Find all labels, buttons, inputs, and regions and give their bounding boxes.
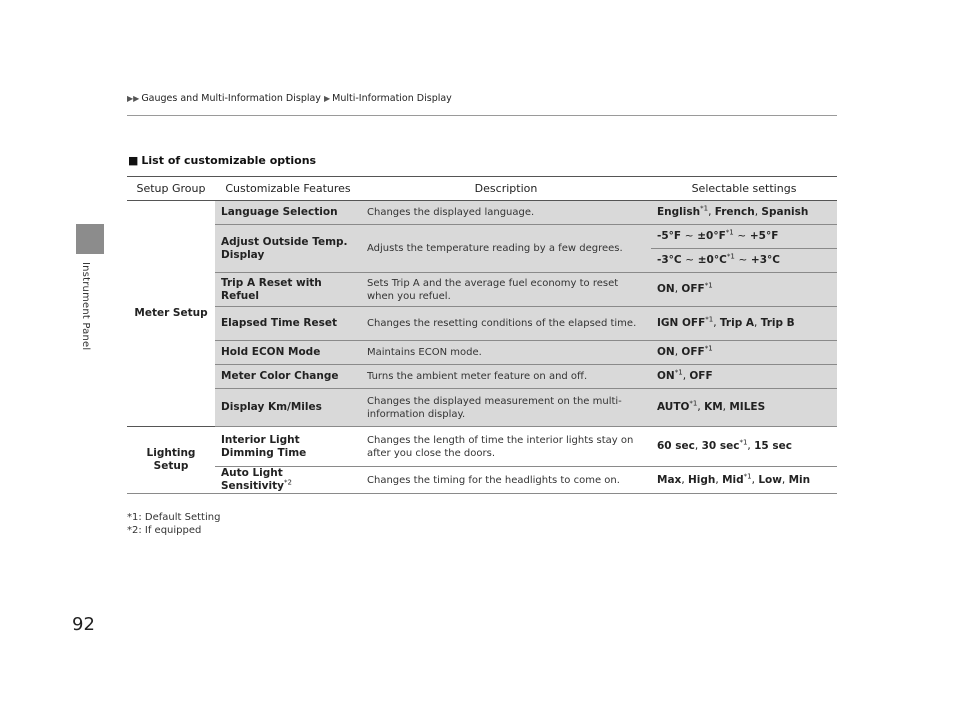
settings-comma: , <box>674 346 682 358</box>
feature-cell <box>215 427 361 467</box>
header-description: Description <box>361 177 651 201</box>
range-separator: ~ <box>684 230 694 242</box>
feature-cell <box>215 307 361 341</box>
table-row <box>127 225 837 249</box>
setting-default: ±0°F <box>697 230 726 242</box>
settings-comma: , <box>751 473 759 486</box>
settings-cell <box>651 307 837 341</box>
table-row <box>127 307 837 341</box>
settings-comma: , <box>674 283 682 295</box>
setting-option: Spanish <box>761 206 809 218</box>
settings-cell <box>651 341 837 365</box>
breadcrumb <box>127 93 452 104</box>
setting-option: Low <box>758 473 782 486</box>
table-row <box>127 273 837 307</box>
default-footnote-ref: *1 <box>704 344 713 353</box>
feature-name: Elapsed Time Reset <box>221 317 337 329</box>
settings-comma: , <box>697 401 705 413</box>
table-row <box>127 365 837 389</box>
default-footnote-ref: *1 <box>689 399 698 408</box>
table-row <box>127 427 837 467</box>
feature-name: Meter Color Change <box>221 370 339 382</box>
feature-cell <box>215 365 361 389</box>
setting-option: High <box>688 473 716 486</box>
description-text: Maintains ECON mode. <box>367 347 482 358</box>
description-cell <box>361 307 651 341</box>
description-text: Changes the displayed measurement on the multi-information display. <box>367 395 622 420</box>
feature-cell <box>215 201 361 225</box>
setting-option: AUTO <box>657 401 690 413</box>
setting-high: +3°C <box>750 254 780 266</box>
table-row <box>127 467 837 494</box>
settings-cell <box>651 389 837 427</box>
feature-cell <box>215 273 361 307</box>
breadcrumb-item-gauges[interactable]: Gauges and Multi-Information Display <box>141 93 321 104</box>
chevron-right-icon: ▶ <box>323 94 331 103</box>
setting-option: Trip A <box>719 317 754 329</box>
settings-comma: , <box>694 440 702 452</box>
feature-name: Adjust Outside Temp. Display <box>221 235 348 261</box>
default-footnote-ref: *1 <box>743 472 752 480</box>
setting-option: KM <box>704 401 723 413</box>
setting-option: Max <box>657 473 682 486</box>
description-text: Sets Trip A and the average fuel economy to reset when you refuel. <box>367 277 619 302</box>
header-selectable-settings: Selectable settings <box>651 177 837 201</box>
table-row <box>127 201 837 225</box>
feature-cell <box>215 225 361 273</box>
footnote-2: *2: If equipped <box>127 525 202 536</box>
default-footnote-ref: *1 <box>700 204 709 213</box>
settings-cell <box>651 225 837 249</box>
header-divider <box>127 115 837 116</box>
settings-comma: , <box>713 317 720 329</box>
setting-option: Min <box>788 473 811 486</box>
description-text: Changes the timing for the headlights to come on. <box>367 474 620 486</box>
setting-low: -5°F <box>657 230 682 242</box>
feature-name: Trip A Reset with Refuel <box>221 276 322 302</box>
setting-option: OFF <box>689 370 713 382</box>
default-footnote-ref: *1 <box>705 315 714 324</box>
setting-option: Mid <box>722 473 744 486</box>
description-cell <box>361 427 651 467</box>
setting-option: 15 sec <box>754 440 792 452</box>
setting-option: ON <box>657 283 675 295</box>
setup-group-cell <box>127 201 215 427</box>
feature-name: Hold ECON Mode <box>221 346 321 358</box>
range-separator: ~ <box>685 254 695 266</box>
section-title <box>128 154 316 167</box>
description-text: Changes the displayed language. <box>367 207 535 218</box>
setting-option: English <box>657 206 701 218</box>
settings-comma: , <box>747 440 755 452</box>
description-cell <box>361 365 651 389</box>
settings-comma: , <box>722 401 730 413</box>
footnotes <box>127 511 220 537</box>
feature-cell <box>215 467 361 494</box>
settings-cell <box>651 201 837 225</box>
section-tab-marker <box>76 224 104 254</box>
default-footnote-ref: *1 <box>674 368 683 377</box>
range-separator: ~ <box>737 230 747 242</box>
settings-cell <box>651 273 837 307</box>
page-number: 92 <box>72 614 95 635</box>
settings-comma: , <box>681 473 688 486</box>
description-cell <box>361 341 651 365</box>
setup-group-name: Meter Setup <box>134 307 208 319</box>
default-footnote-ref: *1 <box>704 281 713 290</box>
breadcrumb-item-multi-info[interactable]: Multi-Information Display <box>332 93 452 104</box>
description-text: Changes the length of time the interior lights stay on after you close the doors. <box>367 434 634 459</box>
header-customizable-features: Customizable Features <box>215 177 361 201</box>
description-cell <box>361 467 651 494</box>
settings-comma: , <box>715 473 723 486</box>
description-cell <box>361 225 651 273</box>
feature-footnote-ref: *2 <box>283 478 292 487</box>
default-footnote-ref: *1 <box>726 252 735 261</box>
range-separator: ~ <box>738 254 748 266</box>
section-tab-label: Instrument Panel <box>80 262 91 351</box>
settings-cell <box>651 365 837 389</box>
description-text: Turns the ambient meter feature on and off. <box>367 371 588 382</box>
feature-name: Interior Light Dimming Time <box>221 433 307 459</box>
table-row <box>127 341 837 365</box>
settings-comma: , <box>708 206 715 218</box>
settings-comma: , <box>754 317 761 329</box>
setting-option: OFF <box>681 283 705 295</box>
feature-name: Auto Light Sensitivity <box>221 467 284 492</box>
setting-option: Trip B <box>760 317 795 329</box>
setting-option: ON <box>657 346 675 358</box>
setup-group-cell <box>127 427 215 494</box>
footnote-1: *1: Default Setting <box>127 512 221 523</box>
setting-option: 60 sec <box>657 440 695 452</box>
setting-option: OFF <box>681 346 705 358</box>
customizable-options-table <box>127 176 837 494</box>
description-text: Changes the resetting conditions of the elapsed time. <box>367 318 637 329</box>
table-header-row <box>127 177 837 201</box>
setting-option: 30 sec <box>701 440 740 452</box>
description-cell <box>361 389 651 427</box>
default-footnote-ref: *1 <box>725 228 734 237</box>
settings-comma: , <box>754 206 762 218</box>
feature-name: Language Selection <box>221 206 338 218</box>
default-footnote-ref: *1 <box>739 438 748 447</box>
setting-option: French <box>714 206 755 218</box>
description-cell <box>361 273 651 307</box>
setting-option: ON <box>657 370 675 382</box>
square-bullet-icon: ■ <box>128 154 139 167</box>
description-text: Adjusts the temperature reading by a few degrees. <box>367 243 623 254</box>
feature-cell <box>215 341 361 365</box>
setting-option: MILES <box>729 401 766 413</box>
setting-default: ±0°C <box>697 254 727 266</box>
chevron-right-icon: ▶▶ <box>127 94 140 103</box>
feature-name: Display Km/Miles <box>221 401 322 413</box>
settings-comma: , <box>682 370 690 382</box>
section-title-text: List of customizable options <box>141 154 317 167</box>
setup-group-name: Lighting Setup <box>146 447 196 472</box>
table-body <box>127 201 837 494</box>
setting-high: +5°F <box>749 230 779 242</box>
setting-low: -3°C <box>657 254 682 266</box>
settings-cell <box>651 427 837 467</box>
settings-cell <box>651 467 837 494</box>
feature-cell <box>215 389 361 427</box>
settings-comma: , <box>781 473 789 486</box>
header-setup-group: Setup Group <box>127 177 215 201</box>
table-row <box>127 389 837 427</box>
setting-option: IGN OFF <box>657 317 706 329</box>
settings-cell <box>651 249 837 273</box>
description-cell <box>361 201 651 225</box>
